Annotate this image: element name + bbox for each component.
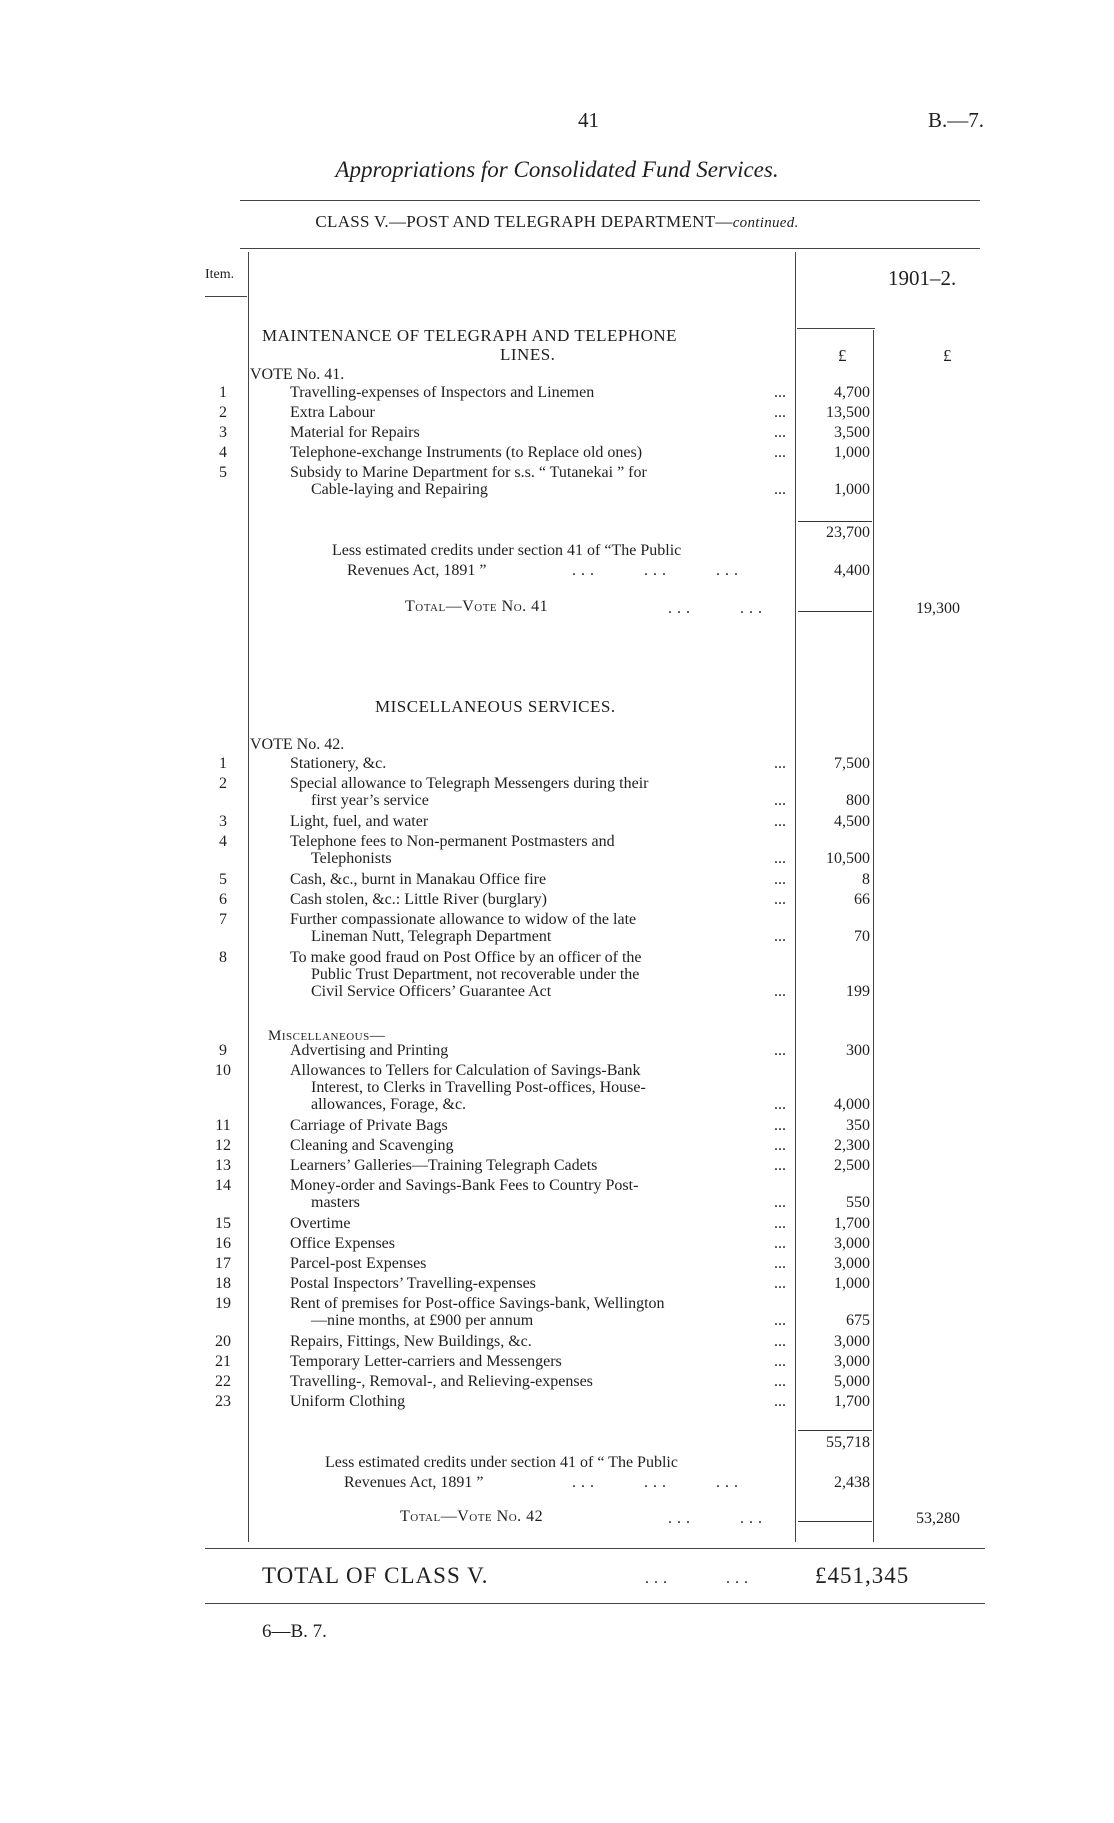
vote42-item-description: Repairs, Fittings, New Buildings, &c. <box>290 1333 532 1350</box>
vote41-less-line1: Less estimated credits under section 41 of “The Public <box>332 542 682 559</box>
title-rule <box>240 200 980 201</box>
vote42-item-leader: ... <box>774 1215 786 1232</box>
vote42-item-description: Office Expenses <box>290 1235 395 1252</box>
vote42-item-description: Telephone fees to Non-permanent Postmasters and <box>290 833 615 850</box>
vote41-item-leader: ... <box>774 424 786 441</box>
vote42-item-number: 22 <box>215 1373 231 1390</box>
grand-total-amount: £451,345 <box>815 1563 910 1588</box>
vote41-label: VOTE No. 41. <box>250 366 345 383</box>
vote41-less-leader: ... ... ... <box>572 562 743 579</box>
vote42-item-leader: ... <box>774 792 786 809</box>
vote42-item-leader: ... <box>774 755 786 772</box>
item-column-header: Item. <box>205 267 235 282</box>
vote42-less-line2: Revenues Act, 1891 ” <box>344 1474 484 1491</box>
vote42-item-leader: ... <box>774 850 786 867</box>
vote42-item-number: 20 <box>215 1333 231 1350</box>
vote41-less-line2: Revenues Act, 1891 ” <box>347 562 487 579</box>
vote42-item-leader: ... <box>774 928 786 945</box>
vote42-item-description: Interest, to Clerks in Travelling Post-offices, House- <box>311 1079 646 1096</box>
vote41-item-description: Extra Labour <box>290 404 375 421</box>
vote42-item-leader: ... <box>774 1275 786 1292</box>
page-title: Appropriations for Consolidated Fund Services. <box>335 157 779 182</box>
vote42-item-number: 13 <box>215 1157 231 1174</box>
vote41-item-amount: 1,000 <box>834 444 870 461</box>
vote41-item-amount: 3,500 <box>834 424 870 441</box>
vote42-item-leader: ... <box>774 1157 786 1174</box>
vote42-item-description: Cash stolen, &c.: Little River (burglary) <box>290 891 547 908</box>
vote42-item-leader: ... <box>774 891 786 908</box>
vote42-item-number: 7 <box>219 911 227 928</box>
vote42-item-description: Rent of premises for Post-office Savings-bank, Wellington <box>290 1295 665 1312</box>
vote41-total-rule <box>798 611 872 612</box>
vote42-item-number: 14 <box>215 1177 231 1194</box>
vote41-item-number: 4 <box>219 444 227 461</box>
vote42-item-leader: ... <box>774 871 786 888</box>
vote42-item-number: 6 <box>219 891 227 908</box>
vote42-item-number: 15 <box>215 1215 231 1232</box>
vote42-item-leader: ... <box>774 983 786 1000</box>
vote42-item-leader: ... <box>774 1255 786 1272</box>
grand-total-bottom-rule <box>205 1603 985 1604</box>
vote42-item-number: 23 <box>215 1393 231 1410</box>
vote42-item-number: 21 <box>215 1353 231 1370</box>
vote41-item-amount: 13,500 <box>826 404 870 421</box>
vote42-item-leader: ... <box>774 1312 786 1329</box>
grand-total-leader: ... ... <box>645 1570 753 1587</box>
vote41-item-number: 2 <box>219 404 227 421</box>
vote42-total: 53,280 <box>916 1510 960 1527</box>
vote42-total-leader: ... ... <box>668 1510 767 1527</box>
item-column-rule <box>248 252 249 1542</box>
vote42-less-amount: 2,438 <box>834 1474 870 1491</box>
vote42-total-rule <box>798 1521 872 1522</box>
vote41-item-description: Telephone-exchange Instruments (to Replace old ones) <box>290 444 643 461</box>
vote42-item-amount: 4,000 <box>834 1096 870 1113</box>
vote42-item-amount: 350 <box>846 1117 870 1134</box>
vote42-item-leader: ... <box>774 1333 786 1350</box>
vote42-subtotal: 55,718 <box>826 1434 870 1451</box>
vote42-heading: MISCELLANEOUS SERVICES. <box>375 697 616 716</box>
page-number: 41 <box>578 108 599 132</box>
vote42-item-amount: 1,700 <box>834 1215 870 1232</box>
vote41-item-description: Material for Repairs <box>290 424 420 441</box>
total-currency-symbol: £ <box>943 346 952 365</box>
vote42-item-amount: 70 <box>854 928 870 945</box>
vote42-item-number: 17 <box>215 1255 231 1272</box>
vote42-item-leader: ... <box>774 1194 786 1211</box>
vote42-miscellaneous-subheading: Miscellaneous— <box>268 1028 386 1044</box>
vote42-item-amount: 66 <box>854 891 870 908</box>
vote42-item-description: —nine months, at £900 per annum <box>311 1312 534 1329</box>
vote42-item-description: Lineman Nutt, Telegraph Department <box>311 928 552 945</box>
year-column-header: 1901–2. <box>888 266 957 290</box>
vote42-item-amount: 550 <box>846 1194 870 1211</box>
vote42-item-leader: ... <box>774 1393 786 1410</box>
vote42-item-description: Carriage of Private Bags <box>290 1117 448 1134</box>
amount-column-rule <box>795 252 796 1542</box>
grand-total-top-rule <box>205 1548 985 1549</box>
vote42-item-amount: 5,000 <box>834 1373 870 1390</box>
vote42-item-number: 16 <box>215 1235 231 1252</box>
vote42-item-leader: ... <box>774 1137 786 1154</box>
vote41-item-description: Cable-laying and Repairing <box>311 481 488 498</box>
document-reference: B.—7. <box>928 108 985 132</box>
vote42-item-amount: 10,500 <box>826 850 870 867</box>
vote41-item-leader: ... <box>774 384 786 401</box>
vote42-less-line1: Less estimated credits under section 41 of “ The Public <box>325 1454 678 1471</box>
vote42-item-description: Civil Service Officers’ Guarantee Act <box>311 983 552 1000</box>
vote42-less-leader: ... ... ... <box>572 1474 743 1491</box>
footer-signature: 6—B. 7. <box>262 1621 327 1642</box>
vote42-item-description: Advertising and Printing <box>290 1042 449 1059</box>
vote41-item-leader: ... <box>774 481 786 498</box>
vote42-item-description: masters <box>311 1194 360 1211</box>
vote42-item-amount: 3,000 <box>834 1255 870 1272</box>
vote42-item-leader: ... <box>774 1117 786 1134</box>
vote42-item-amount: 300 <box>846 1042 870 1059</box>
class-rule <box>240 248 980 249</box>
vote42-item-description: Telephonists <box>311 850 392 867</box>
vote41-item-number: 1 <box>219 384 227 401</box>
vote42-item-number: 10 <box>215 1062 231 1079</box>
vote42-item-description: Allowances to Tellers for Calculation of Savings-Bank <box>290 1062 641 1079</box>
vote42-item-amount: 7,500 <box>834 755 870 772</box>
vote42-item-leader: ... <box>774 813 786 830</box>
vote42-item-leader: ... <box>774 1096 786 1113</box>
vote41-less-amount: 4,400 <box>834 562 870 579</box>
vote42-item-amount: 675 <box>846 1312 870 1329</box>
vote42-item-number: 4 <box>219 833 227 850</box>
vote42-item-description: Special allowance to Telegraph Messengers during their <box>290 775 649 792</box>
vote42-item-amount: 800 <box>846 792 870 809</box>
vote41-total-leader: ... ... <box>668 600 767 617</box>
vote42-item-amount: 4,500 <box>834 813 870 830</box>
vote42-item-amount: 3,000 <box>834 1333 870 1350</box>
vote41-item-description: Subsidy to Marine Department for s.s. “ Tutanekai ” for <box>290 464 647 481</box>
amount-currency-symbol: £ <box>838 346 847 365</box>
item-header-rule <box>205 296 247 297</box>
vote42-item-amount: 3,000 <box>834 1353 870 1370</box>
vote42-item-description: Cash, &c., burnt in Manakau Office fire <box>290 871 547 888</box>
vote42-item-amount: 8 <box>862 871 870 888</box>
vote41-item-number: 3 <box>219 424 227 441</box>
vote42-label: VOTE No. 42. <box>250 736 345 753</box>
vote42-item-amount: 2,500 <box>834 1157 870 1174</box>
vote42-item-amount: 199 <box>846 983 870 1000</box>
vote42-item-amount: 3,000 <box>834 1235 870 1252</box>
vote42-item-description: Money-order and Savings-Bank Fees to Country Post- <box>290 1177 639 1194</box>
vote41-total: 19,300 <box>916 600 960 617</box>
vote42-item-description: Further compassionate allowance to widow of the late <box>290 911 637 928</box>
vote42-item-number: 8 <box>219 949 227 966</box>
vote41-subtotal-rule <box>798 521 872 522</box>
amount-header-rule <box>797 328 875 329</box>
vote42-item-number: 18 <box>215 1275 231 1292</box>
vote42-item-number: 12 <box>215 1137 231 1154</box>
vote42-item-description: first year’s service <box>311 792 429 809</box>
vote42-item-description: Learners’ Galleries—Training Telegraph Cadets <box>290 1157 598 1174</box>
vote42-item-number: 3 <box>219 813 227 830</box>
vote42-item-leader: ... <box>774 1353 786 1370</box>
total-column-rule <box>873 330 874 1542</box>
class-heading-text: CLASS V.—POST AND TELEGRAPH DEPARTMENT— <box>315 212 733 231</box>
vote42-item-description: Postal Inspectors’ Travelling-expenses <box>290 1275 536 1292</box>
vote42-item-description: Parcel-post Expenses <box>290 1255 427 1272</box>
vote42-item-description: Overtime <box>290 1215 351 1232</box>
vote42-item-description: Travelling-, Removal-, and Relieving-expenses <box>290 1373 593 1390</box>
vote42-item-description: To make good fraud on Post Office by an officer of the <box>290 949 642 966</box>
vote42-item-amount: 1,000 <box>834 1275 870 1292</box>
vote42-item-number: 9 <box>219 1042 227 1059</box>
vote42-total-label: Total—Vote No. 42 <box>400 1508 544 1525</box>
vote42-item-description: Public Trust Department, not recoverable under the <box>311 966 640 983</box>
vote42-item-description: Light, fuel, and water <box>290 813 429 830</box>
vote41-item-amount: 1,000 <box>834 481 870 498</box>
vote42-item-number: 19 <box>215 1295 231 1312</box>
vote42-item-number: 5 <box>219 871 227 888</box>
vote41-item-amount: 4,700 <box>834 384 870 401</box>
vote42-item-leader: ... <box>774 1235 786 1252</box>
vote42-item-number: 2 <box>219 775 227 792</box>
vote41-total-label: Total—Vote No. 41 <box>405 598 549 615</box>
vote42-item-leader: ... <box>774 1373 786 1390</box>
vote41-item-leader: ... <box>774 444 786 461</box>
vote41-heading-line1: MAINTENANCE OF TELEGRAPH AND TELEPHONE <box>262 326 678 345</box>
vote42-item-leader: ... <box>774 1042 786 1059</box>
vote41-heading-line2: LINES. <box>500 345 556 364</box>
vote42-item-description: Cleaning and Scavenging <box>290 1137 454 1154</box>
vote42-item-description: Temporary Letter-carriers and Messengers <box>290 1353 562 1370</box>
vote42-item-description: allowances, Forage, &c. <box>311 1096 467 1113</box>
vote42-item-amount: 1,700 <box>834 1393 870 1410</box>
vote41-item-description: Travelling-expenses of Inspectors and Linemen <box>290 384 595 401</box>
class-heading <box>0 212 1114 232</box>
vote41-subtotal: 23,700 <box>826 524 870 541</box>
vote42-item-description: Uniform Clothing <box>290 1393 406 1410</box>
vote42-item-number: 1 <box>219 755 227 772</box>
vote42-item-number: 11 <box>215 1117 231 1134</box>
class-heading-continued: continued. <box>732 215 799 231</box>
vote41-item-number: 5 <box>219 464 227 481</box>
grand-total-label: TOTAL OF CLASS V. <box>262 1563 489 1588</box>
vote41-item-leader: ... <box>774 404 786 421</box>
vote42-item-description: Stationery, &c. <box>290 755 387 772</box>
vote42-item-amount: 2,300 <box>834 1137 870 1154</box>
vote42-subtotal-rule <box>798 1430 872 1431</box>
